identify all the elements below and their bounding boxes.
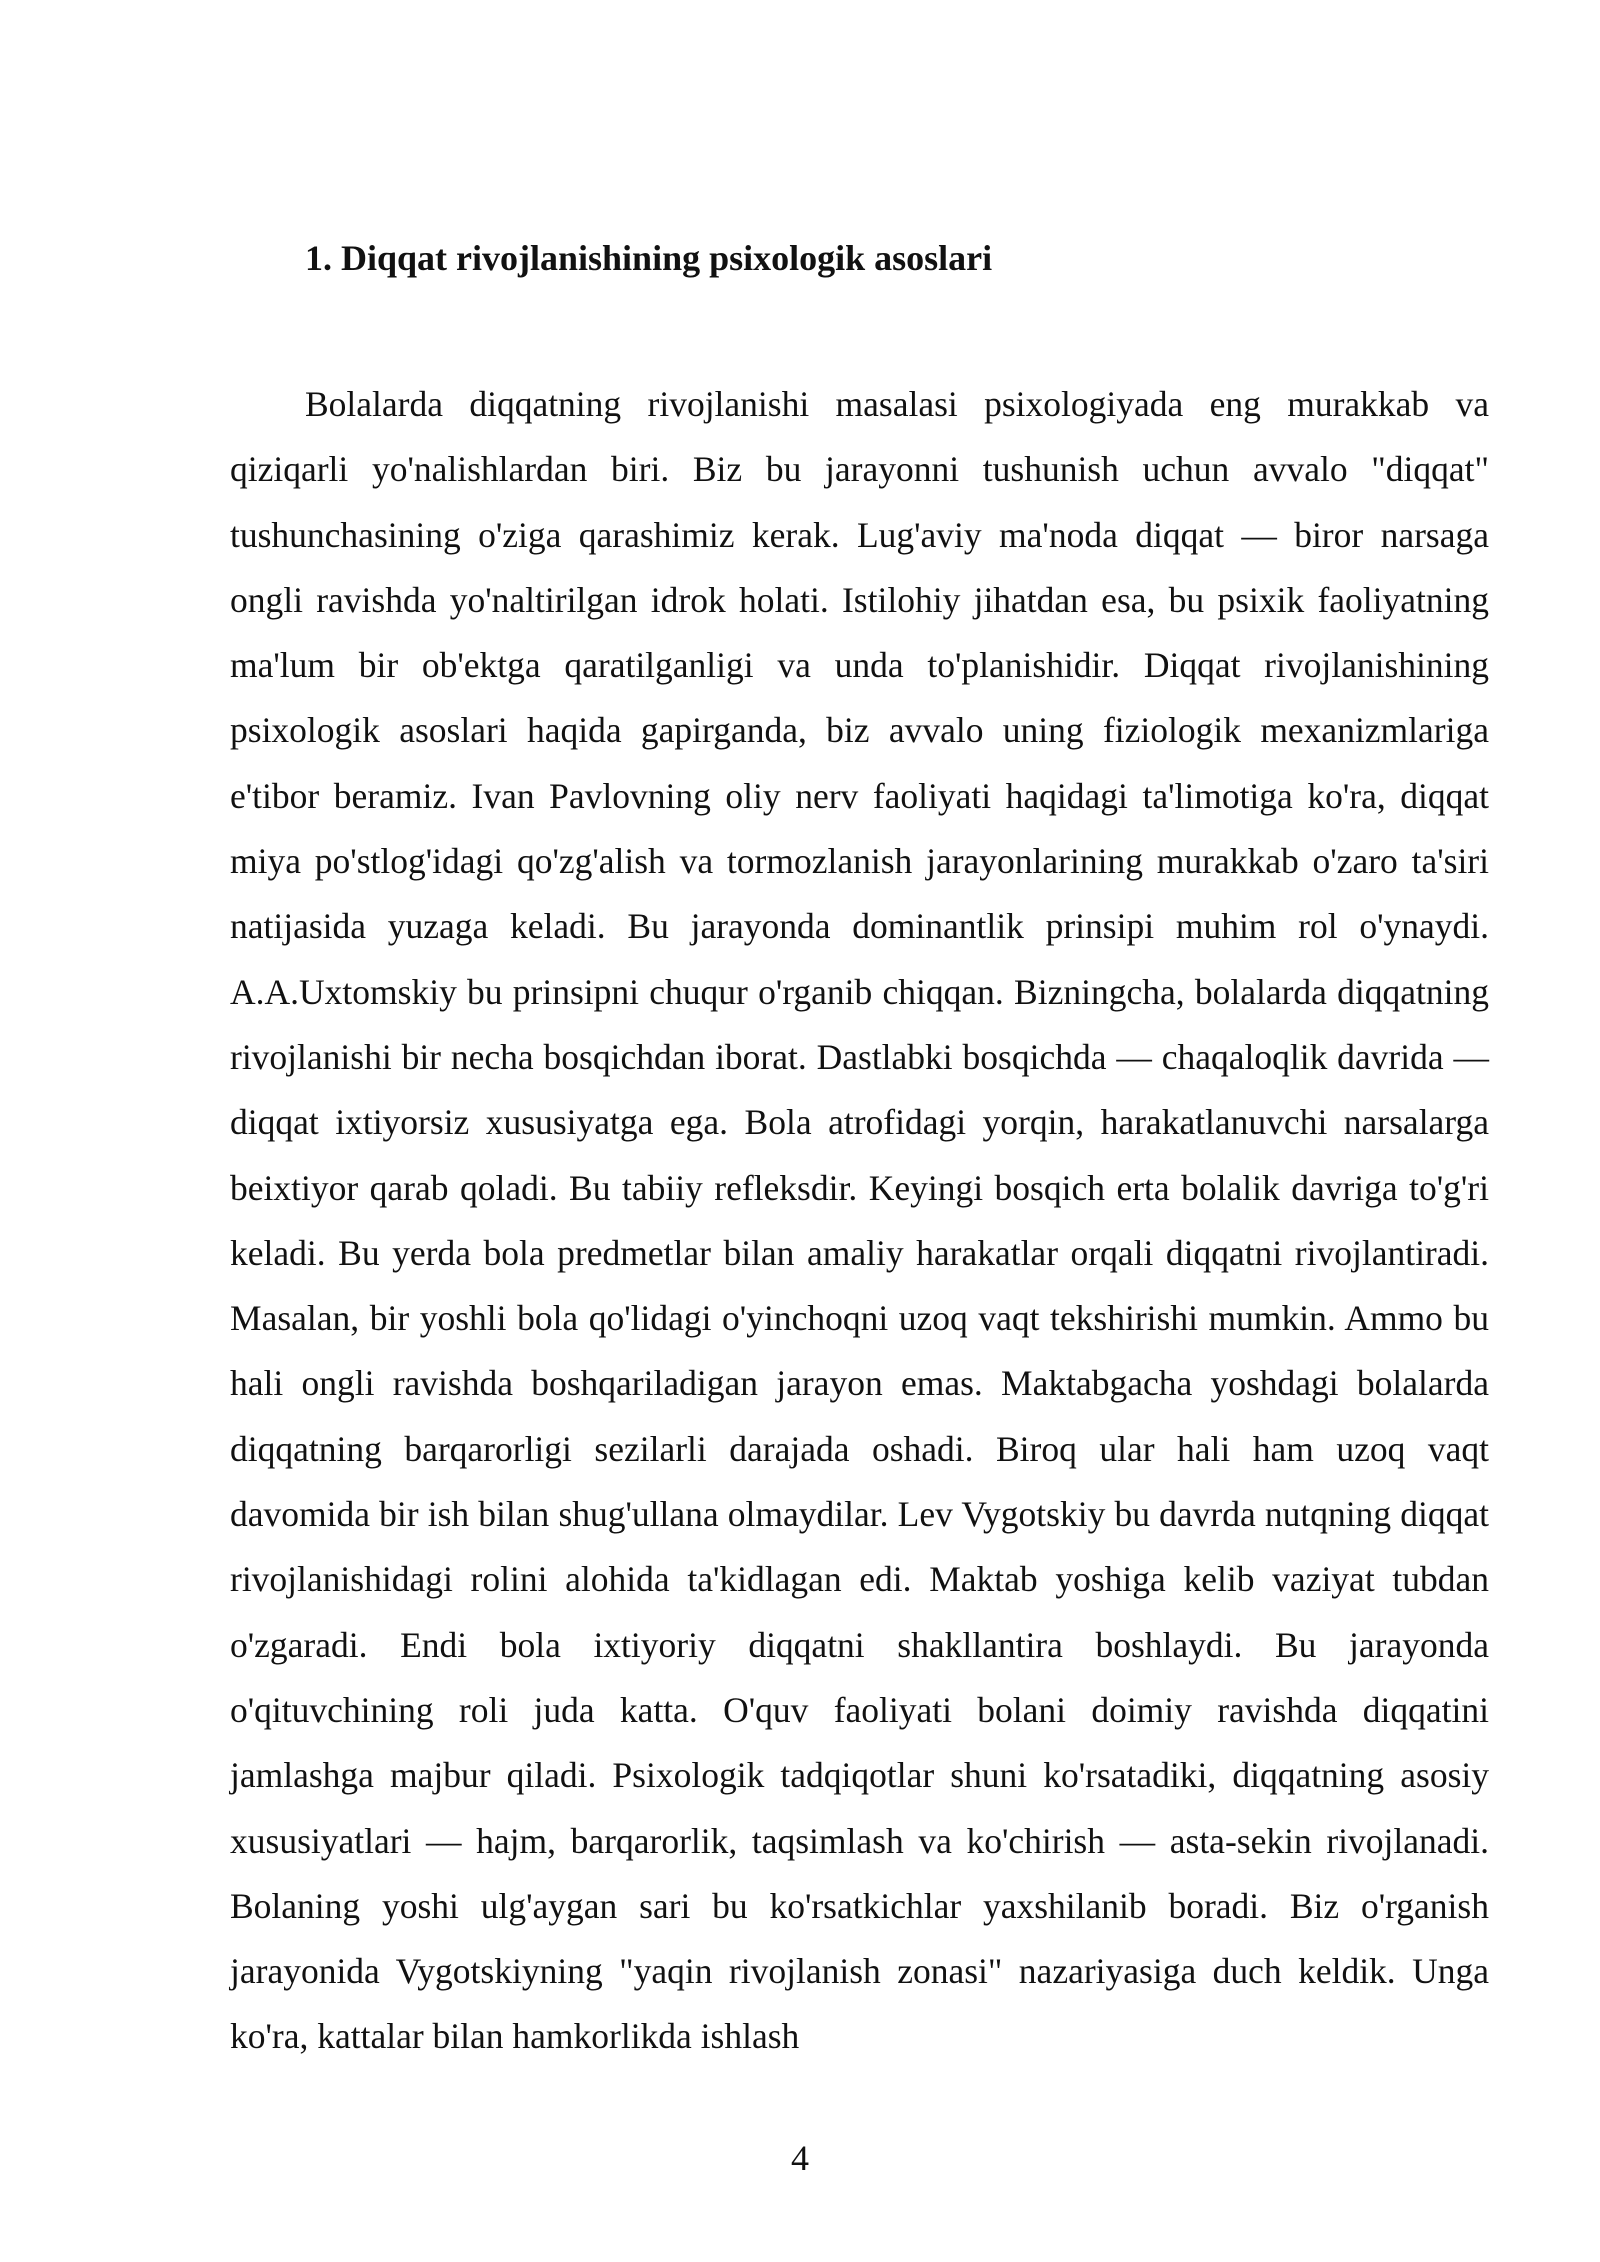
page-number: 4	[791, 2138, 809, 2178]
body-paragraph: Bolalarda diqqatning rivojlanishi masalasi psixologiyada eng murakkab va qiziqarli yo'nalishlardan biri. Biz bu jarayonni tushunish uchun avvalo "diqqat" tushunchasining o'ziga qarashimiz kerak. Lug'aviy ma'noda diqqat — biror narsaga ongli ravishda yo'naltirilgan idrok holati. Istilohiy jihatdan esa, bu psixik faoliyatning ma'lum bir ob'ektga qaratilganligi va unda to'planishidir. Diqqat rivojlanishining psixologik asoslari haqida gapirganda, biz avvalo uning fiziologik mexanizmlariga e'tibor beramiz. Ivan Pavlovning oliy nerv faoliyati haqidagi ta'limotiga ko'ra, diqqat miya po'stlog'idagi qo'zg'alish va tormozlanish jarayonlarining murakkab o'zaro ta'siri natijasida yuzaga keladi. Bu jarayonda dominantlik prinsipi muhim rol o'ynaydi. A.A.Uxtomskiy bu prinsipni chuqur o'rganib chiqqan. Bizningcha, bolalarda diqqatning rivojlanishi bir necha bosqichdan iborat. Dastlabki bosqichda — chaqaloqlik davrida — diqqat ixtiyorsiz xususiyatga ega. Bola atrofidagi yorqin, harakatlanuvchi narsalarga beixtiyor qarab qoladi. Bu tabiiy refleksdir. Keyingi bosqich erta bolalik davriga to'g'ri keladi. Bu yerda bola predmetlar bilan amaliy harakatlar orqali diqqatni rivojlantiradi. Masalan, bir yoshli bola qo'lidagi o'yinchoqni uzoq vaqt tekshirishi mumkin. Ammo bu hali ongli ravishda boshqariladigan jarayon emas. Maktabgacha yoshdagi bolalarda diqqatning barqarorligi sezilarli darajada oshadi. Biroq ular hali ham uzoq vaqt davomida bir ish bilan shug'ullana olmaydilar. Lev Vygotskiy bu davrda nutqning diqqat rivojlanishidagi rolini alohida ta'kidlagan edi. Maktab yoshiga kelib vaziyat tubdan o'zgaradi. Endi bola ixtiyoriy diqqatni shakllantira boshlaydi. Bu jarayonda o'qituvchining roli juda katta. O'quv faoliyati bolani doimiy ravishda diqqatini jamlashga majbur qiladi. Psixologik tadqiqotlar shuni ko'rsatadiki, diqqatning asosiy xususiyatlari — hajm, barqarorlik, taqsimlash va ko'chirish — asta-sekin rivojlanadi. Bolaning yoshi ulg'aygan sari bu ko'rsatkichlar yaxshilanib boradi. Biz o'rganish jarayonida Vygotskiyning "yaqin rivojlanish zonasi" nazariyasiga duch keldik. Unga ko'ra, kattalar bilan hamkorlikda ishlash	[230, 384, 1489, 2057]
section-heading: 1. Diqqat rivojlanishining psixologik asoslari	[305, 238, 993, 278]
